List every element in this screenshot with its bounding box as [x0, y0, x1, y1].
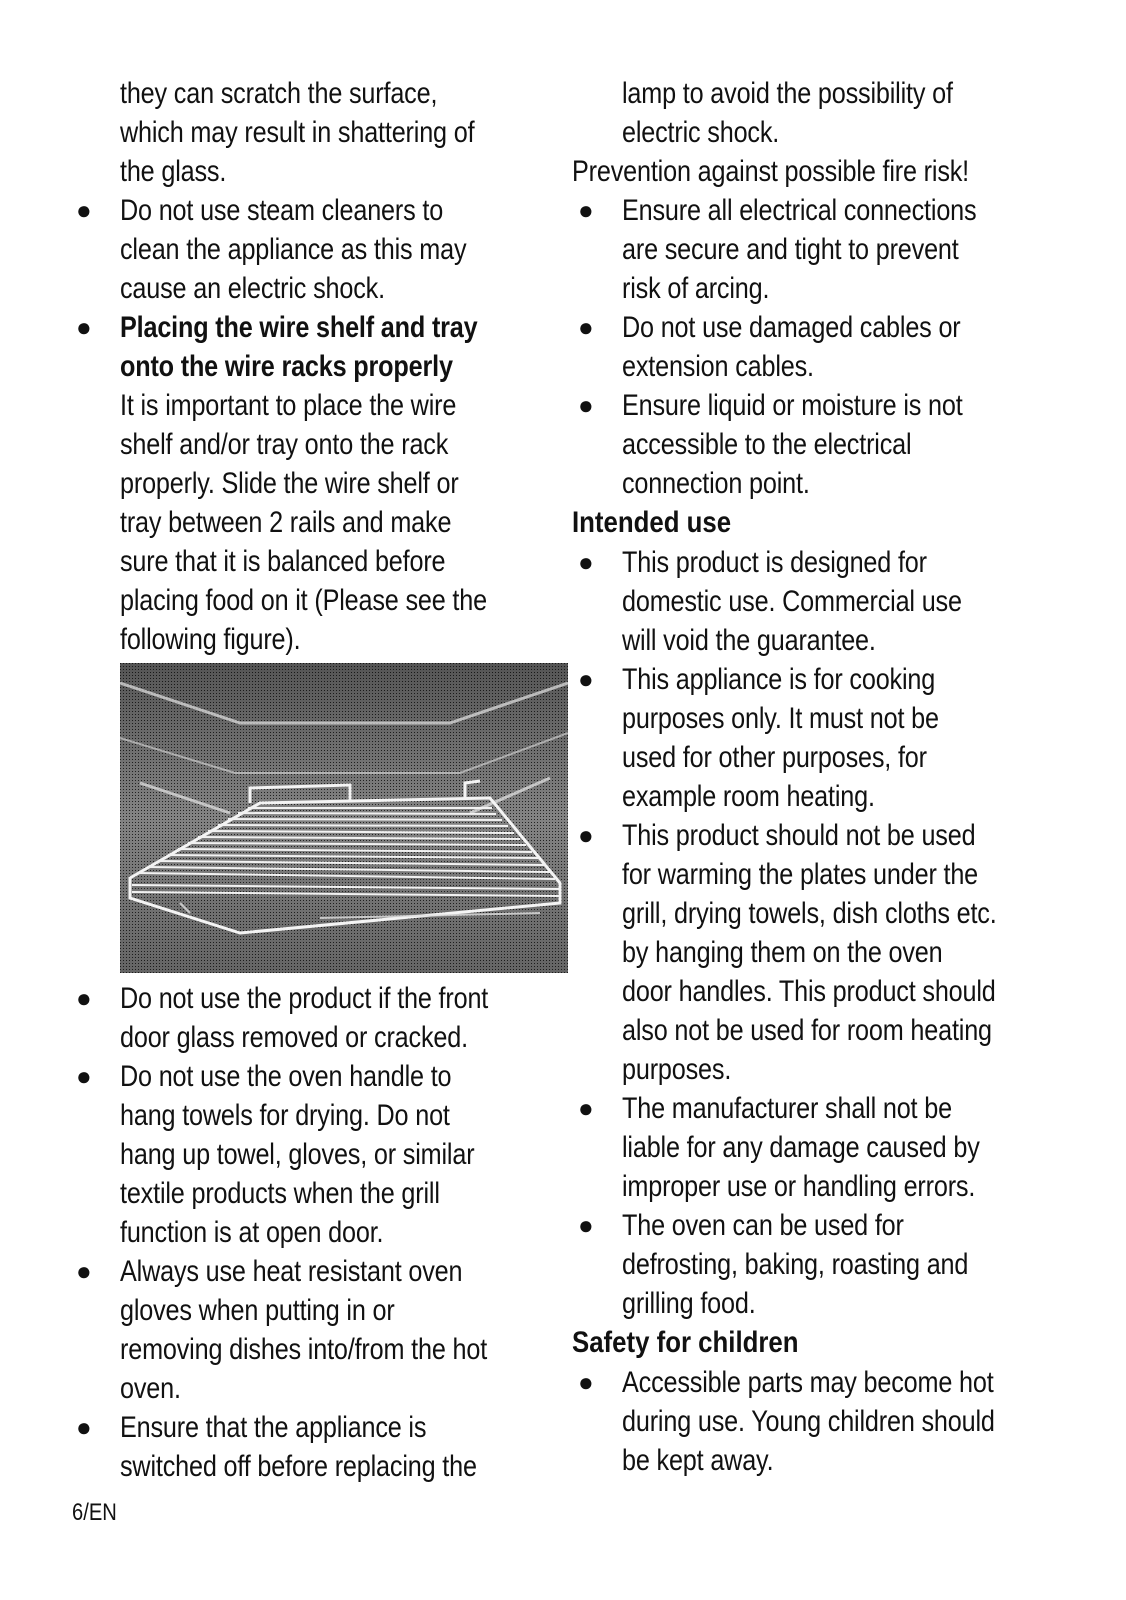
- text-line: be kept away.: [622, 1444, 774, 1477]
- text-line: The oven can be used for: [622, 1209, 904, 1242]
- text-line: This appliance is for cooking: [622, 663, 936, 696]
- text-line: clean the appliance as this may: [120, 233, 467, 266]
- text-line: hang towels for drying. Do not: [120, 1099, 450, 1132]
- bullet-icon: ●: [76, 1412, 92, 1442]
- text-line: The manufacturer shall not be: [622, 1092, 952, 1125]
- text-line: improper use or handling errors.: [622, 1170, 976, 1203]
- text-line: used for other purposes, for: [622, 741, 927, 774]
- right-column: [572, 74, 1092, 1480]
- bullet-icon: ●: [578, 547, 594, 577]
- text-line: switched off before replacing the: [120, 1450, 477, 1483]
- list-item-domestic: [572, 543, 1092, 660]
- text-line: shelf and/or tray onto the rack: [120, 428, 449, 461]
- text-line: This product should not be used: [622, 819, 976, 852]
- text-line: electric shock.: [622, 116, 780, 149]
- bullet-icon: ●: [578, 1367, 594, 1397]
- left-intro: [70, 74, 570, 191]
- text-line: function is at open door.: [120, 1216, 384, 1249]
- text-line: the glass.: [120, 155, 227, 188]
- text-line: Ensure that the appliance is: [120, 1411, 427, 1444]
- text-line: Do not use the oven handle to: [120, 1060, 452, 1093]
- list-item-defrost: [572, 1206, 1092, 1323]
- bullet-icon: ●: [76, 983, 92, 1013]
- list-item-cooking: [572, 660, 1092, 816]
- text-line: Do not use damaged cables or: [622, 311, 961, 344]
- bullet-icon: ●: [578, 1210, 594, 1240]
- list-item-gloves: [70, 1252, 570, 1408]
- text-line: tray between 2 rails and make: [120, 506, 452, 539]
- bullet-icon: ●: [578, 1093, 594, 1123]
- text-line: defrosting, baking, roasting and: [622, 1248, 969, 1281]
- oven-wire-shelf-figure: [120, 663, 568, 973]
- text-line: grill, drying towels, dish cloths etc.: [622, 897, 997, 930]
- page-footer: 6/EN: [72, 1499, 117, 1526]
- text-line: Do not use the product if the front: [120, 982, 489, 1015]
- list-item-switch-off: [70, 1408, 570, 1486]
- list-item-front-glass: [70, 979, 570, 1057]
- safety-children-heading: Safety for children: [572, 1326, 799, 1359]
- text-line: also not be used for room heating: [622, 1014, 992, 1047]
- text-line: by hanging them on the oven: [622, 936, 943, 969]
- list-item-wire-shelf: [70, 308, 570, 659]
- bullet-icon: ●: [578, 195, 594, 225]
- list-item-manufacturer: [572, 1089, 1092, 1206]
- list-item-oven-handle: [70, 1057, 570, 1252]
- text-line: during use. Young children should: [622, 1405, 995, 1438]
- text-line: door glass removed or cracked.: [120, 1021, 468, 1054]
- text-line: which may result in shattering of: [120, 116, 475, 149]
- wire-shelf-illustration-icon: [120, 663, 568, 973]
- text-line: they can scratch the surface,: [120, 77, 438, 110]
- intended-use-heading: Intended use: [572, 506, 732, 539]
- text-line: liable for any damage caused by: [622, 1131, 980, 1164]
- item-title-line: onto the wire racks properly: [120, 350, 453, 383]
- text-line: cause an electric shock.: [120, 272, 385, 305]
- list-item-cables: [572, 308, 1092, 386]
- text-line: connection point.: [622, 467, 810, 500]
- list-item-liquid: [572, 386, 1092, 503]
- text-line: Ensure liquid or moisture is not: [622, 389, 963, 422]
- text-line: domestic use. Commercial use: [622, 585, 962, 618]
- item-title-line: Placing the wire shelf and tray: [120, 311, 478, 344]
- bullet-icon: ●: [578, 312, 594, 342]
- fire-risk-title: Prevention against possible fire risk!: [572, 155, 970, 188]
- text-line: gloves when putting in or: [120, 1294, 395, 1327]
- text-line: Accessible parts may become hot: [622, 1366, 994, 1399]
- text-line: hang up towel, gloves, or similar: [120, 1138, 475, 1171]
- text-line: extension cables.: [622, 350, 814, 383]
- text-line: Ensure all electrical connections: [622, 194, 977, 227]
- text-line: oven.: [120, 1372, 181, 1405]
- bullet-icon: ●: [578, 390, 594, 420]
- bullet-icon: ●: [76, 195, 92, 225]
- text-line: for warming the plates under the: [622, 858, 979, 891]
- bullet-icon: ●: [76, 1061, 92, 1091]
- text-line: door handles. This product should: [622, 975, 996, 1008]
- bullet-icon: ●: [578, 820, 594, 850]
- list-item-connections: [572, 191, 1092, 308]
- text-line: It is important to place the wire: [120, 389, 457, 422]
- text-line: Do not use steam cleaners to: [120, 194, 444, 227]
- list-item-plates: [572, 816, 1092, 1089]
- text-line: purposes only. It must not be: [622, 702, 939, 735]
- text-line: Always use heat resistant oven: [120, 1255, 463, 1288]
- bullet-icon: ●: [578, 664, 594, 694]
- text-line: sure that it is balanced before: [120, 545, 446, 578]
- bullet-icon: ●: [76, 1256, 92, 1286]
- text-line: example room heating.: [622, 780, 875, 813]
- list-item-steam: [70, 191, 570, 308]
- text-line: purposes.: [622, 1053, 732, 1086]
- text-line: removing dishes into/from the hot: [120, 1333, 488, 1366]
- text-line: properly. Slide the wire shelf or: [120, 467, 459, 500]
- list-item-accessible: [572, 1363, 1092, 1480]
- right-continuation: [572, 74, 1092, 152]
- text-line: following figure).: [120, 623, 301, 656]
- text-line: placing food on it (Please see the: [120, 584, 487, 617]
- left-column: [70, 74, 570, 1486]
- text-line: risk of arcing.: [622, 272, 770, 305]
- bullet-icon: ●: [76, 312, 92, 342]
- text-line: textile products when the grill: [120, 1177, 440, 1210]
- text-line: lamp to avoid the possibility of: [622, 77, 953, 110]
- text-line: This product is designed for: [622, 546, 927, 579]
- text-line: are secure and tight to prevent: [622, 233, 959, 266]
- text-line: will void the guarantee.: [622, 624, 876, 657]
- text-line: accessible to the electrical: [622, 428, 912, 461]
- text-line: grilling food.: [622, 1287, 756, 1320]
